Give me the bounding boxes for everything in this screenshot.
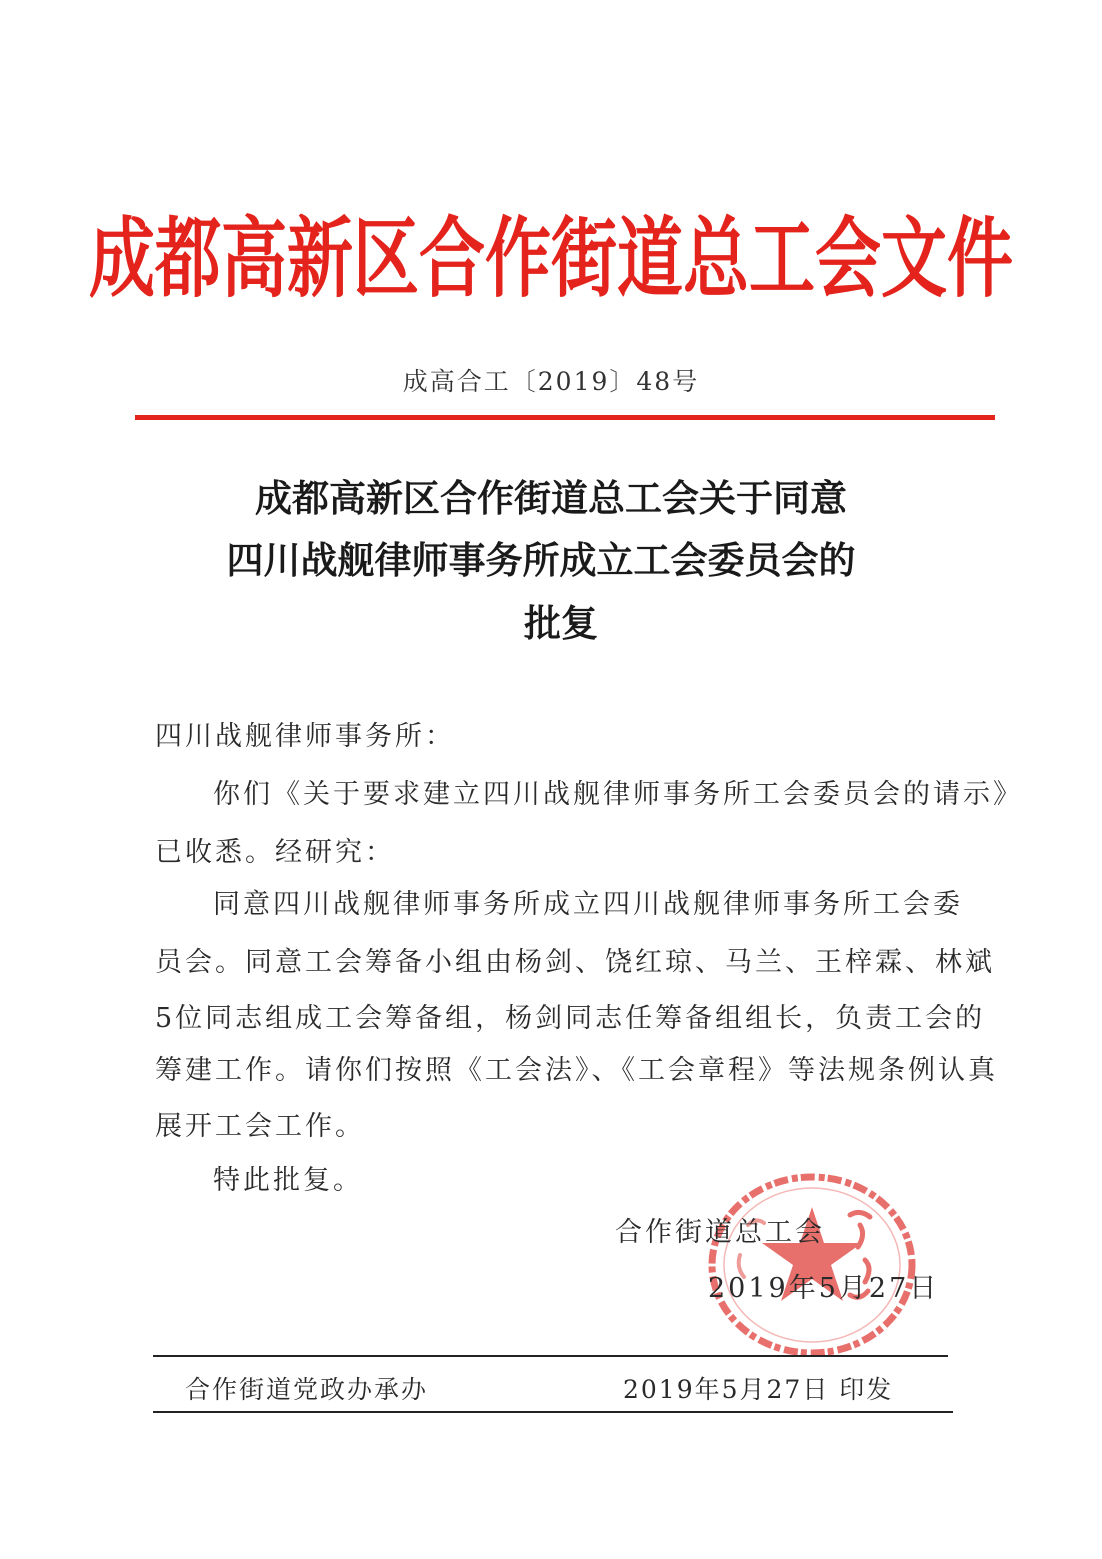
recipient: 四川战舰律师事务所： <box>155 721 455 752</box>
body-text: 筹建工作。请你们按照《工会法》、《工会章程》等法规条例认真 <box>155 1055 998 1086</box>
body-text: 已收悉。经研究： <box>155 837 395 868</box>
footer-rule-top <box>153 1355 948 1357</box>
footer-handled-by: 合作街道党政办承办 <box>185 1375 429 1404</box>
body-text: 5位同志组成工会筹备组，杨剑同志任筹备组组长，负责工会的 <box>155 1003 986 1034</box>
body-text: 员会。同意工会筹备小组由杨剑、饶红琼、马兰、王梓霖、林斌 <box>155 947 995 978</box>
body-text: 你们《关于要求建立四川战舰律师事务所工会委员会的请示》 <box>213 779 1023 810</box>
body-text: 同意四川战舰律师事务所成立四川战舰律师事务所工会委 <box>213 889 963 920</box>
title-line-2: 四川战舰律师事务所成立工会委员会的 <box>226 538 856 582</box>
issuer-title: 成都高新区合作街道总工会文件 <box>89 207 1013 310</box>
footer-issue-date: 2019年5月27日 印发 <box>623 1375 894 1404</box>
document-number: 成高合工〔2019〕48号 <box>402 367 700 396</box>
official-seal-icon <box>700 1165 925 1365</box>
body-text: 展开工会工作。 <box>155 1111 365 1142</box>
footer-rule-bottom <box>153 1411 953 1413</box>
title-line-3: 批复 <box>524 601 598 645</box>
red-divider <box>135 415 995 420</box>
signer-name: 合作街道总工会 <box>615 1217 825 1248</box>
title-line-1: 成都高新区合作街道总工会关于同意 <box>255 476 847 520</box>
signature-date: 2019年5月27日 <box>708 1273 940 1304</box>
closing-remark: 特此批复。 <box>213 1165 363 1196</box>
